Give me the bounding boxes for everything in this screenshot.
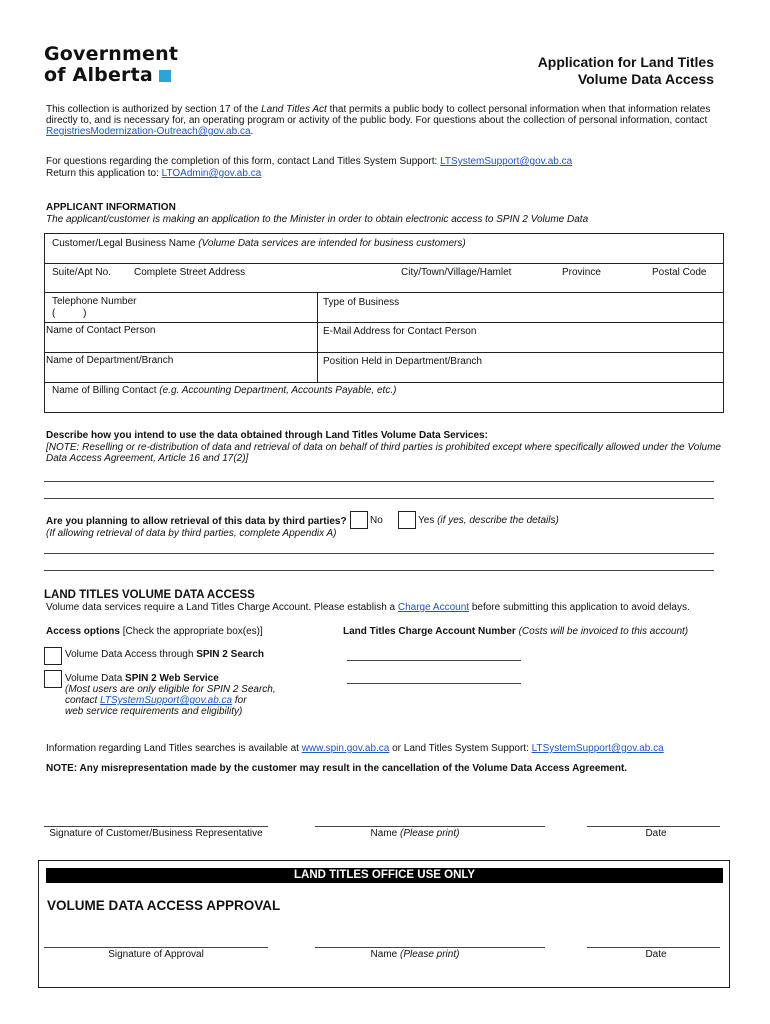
spin2-search-label: Volume Data Access through SPIN 2 Search [65,649,264,660]
contact-person-field[interactable]: Name of Contact Person [46,325,156,336]
approval-signature-label: Signature of Approval [108,949,204,960]
approval-signature-line[interactable] [44,947,268,948]
charge-account-number-line-1[interactable] [347,660,521,661]
ltoadmin-email-link[interactable]: LTOAdmin@gov.ab.ca [161,168,262,179]
approval-name-label: Name (Please print) [370,949,460,960]
web-service-support-email-link[interactable]: LTSystemSupport@gov.ab.ca [100,695,233,706]
logo-line-2: of Alberta [44,65,178,86]
form-title [538,54,714,88]
third-party-details-line-1[interactable] [44,553,714,554]
province-field[interactable]: Province [562,267,601,278]
charge-account-link[interactable]: Charge Account [397,602,470,613]
usage-note: [NOTE: Reselling or re-distribution of data and retrieval of data on behalf of third parties is prohibited except where specifically allowed under the Volume Data Access Agreement, Article 16 and 17(2)] [46,442,721,464]
street-address-field[interactable]: Complete Street Address [134,267,246,278]
usage-answer-line-1[interactable] [44,481,714,482]
usage-answer-line-2[interactable] [44,498,714,499]
act-name: Land Titles Act [261,104,327,115]
position-field[interactable]: Position Held in Department/Branch [323,356,482,367]
customer-name-field[interactable]: Customer/Legal Business Name (Volume Data services are intended for business customers) [52,238,466,249]
applicant-subheading: The applicant/customer is making an application to the Minister in order to obtain electronic access to SPIN 2 Volume Data [46,214,589,225]
third-party-note: (If allowing retrieval of data by third parties, complete Appendix A) [46,528,337,539]
third-party-no-checkbox[interactable] [350,511,368,529]
name-print-label: Name (Please print) [370,828,460,839]
representative-signature-label: Signature of Customer/Business Representative [49,828,263,839]
misrepresentation-warning: NOTE: Any misrepresentation made by the customer may result in the cancellation of the Volume Data Access Agreement. [46,763,628,774]
third-party-question: Are you planning to allow retrieval of this data by third parties? [46,516,347,527]
spin2-search-checkbox[interactable] [44,647,62,665]
volume-data-description: Volume data services require a Land Titles Charge Account. Please establish a Charge Account before submitting this application to avoid delays. [46,602,690,613]
logo-line-1: Government [44,43,179,65]
third-party-yes-checkbox[interactable] [398,511,416,529]
info-support-email-link[interactable]: LTSystemSupport@gov.ab.ca [531,743,664,754]
third-party-yes-label: Yes (if yes, describe the details) [418,515,559,526]
spin2-web-service-checkbox[interactable] [44,670,62,688]
applicant-heading: APPLICANT INFORMATION [46,202,176,213]
volume-data-heading: LAND TITLES VOLUME DATA ACCESS [44,589,255,601]
contact-email-field[interactable]: E-Mail Address for Contact Person [323,326,477,337]
suite-field[interactable]: Suite/Apt No. [52,267,111,278]
third-party-details-line-2[interactable] [44,570,714,571]
logo-square-icon [159,70,171,82]
spin2-web-service-label: Volume Data SPIN 2 Web Service (Most users are only eligible for SPIN 2 Search, contact LTSystemSupport@gov.ab.ca for web service requirements and eligibility) [65,673,276,717]
approval-date-label: Date [645,949,667,960]
return-application-line: Return this application to: LTOAdmin@gov.ab.ca [46,168,262,179]
search-info-line: Information regarding Land Titles searches is available at www.spin.gov.ab.ca or Land Titles System Support: LTSystemSupport@gov.ab.ca [46,743,664,754]
city-field[interactable]: City/Town/Village/Hamlet [401,267,512,278]
applicant-info-table [44,233,724,413]
office-use-bar: LAND TITLES OFFICE USE ONLY [46,868,723,883]
business-type-field[interactable]: Type of Business [323,297,400,308]
date-line[interactable] [587,826,720,827]
government-of-alberta-logo [44,44,178,86]
department-field[interactable]: Name of Department/Branch [46,355,174,366]
approval-date-line[interactable] [587,947,720,948]
postal-code-field[interactable]: Postal Code [652,267,707,278]
form-support-line: For questions regarding the completion of this form, contact Land Titles System Support: LTSystemSupport@gov.ab.ca [46,156,573,167]
charge-account-number-line-2[interactable] [347,683,521,684]
approval-heading: VOLUME DATA ACCESS APPROVAL [47,898,281,913]
usage-question: Describe how you intend to use the data obtained through Land Titles Volume Data Services: [46,430,488,441]
spin-website-link[interactable]: www.spin.gov.ab.ca [301,743,390,754]
telephone-field[interactable]: Telephone Number ( ) [52,296,137,319]
outreach-email-link[interactable]: RegistriesModernization-Outreach@gov.ab.ca [46,126,251,137]
access-options-label: Access options [Check the appropriate box(es)] [46,626,263,637]
third-party-no-label: No [370,515,383,526]
name-print-line[interactable] [315,826,545,827]
collection-notice: This collection is authorized by section 17 of the Land Titles Act that permits a public body to collect personal information when that information relates directly to, and is necessary for, an operating program or activity of the public body. For questions about the collection of personal information, contact RegistriesModernization-Outreach@gov.ab.ca. [46,104,711,137]
charge-account-label: Land Titles Charge Account Number (Costs will be invoiced to this account) [343,626,689,637]
ltsystem-support-email-link[interactable]: LTSystemSupport@gov.ab.ca [440,156,573,167]
approval-name-line[interactable] [315,947,545,948]
billing-contact-field[interactable]: Name of Billing Contact (e.g. Accounting Department, Accounts Payable, etc.) [52,385,397,396]
representative-signature-line[interactable] [44,826,268,827]
form-title-line-1: Application for Land Titles [537,54,714,70]
date-label: Date [645,828,667,839]
form-title-line-2: Volume Data Access [577,71,714,87]
